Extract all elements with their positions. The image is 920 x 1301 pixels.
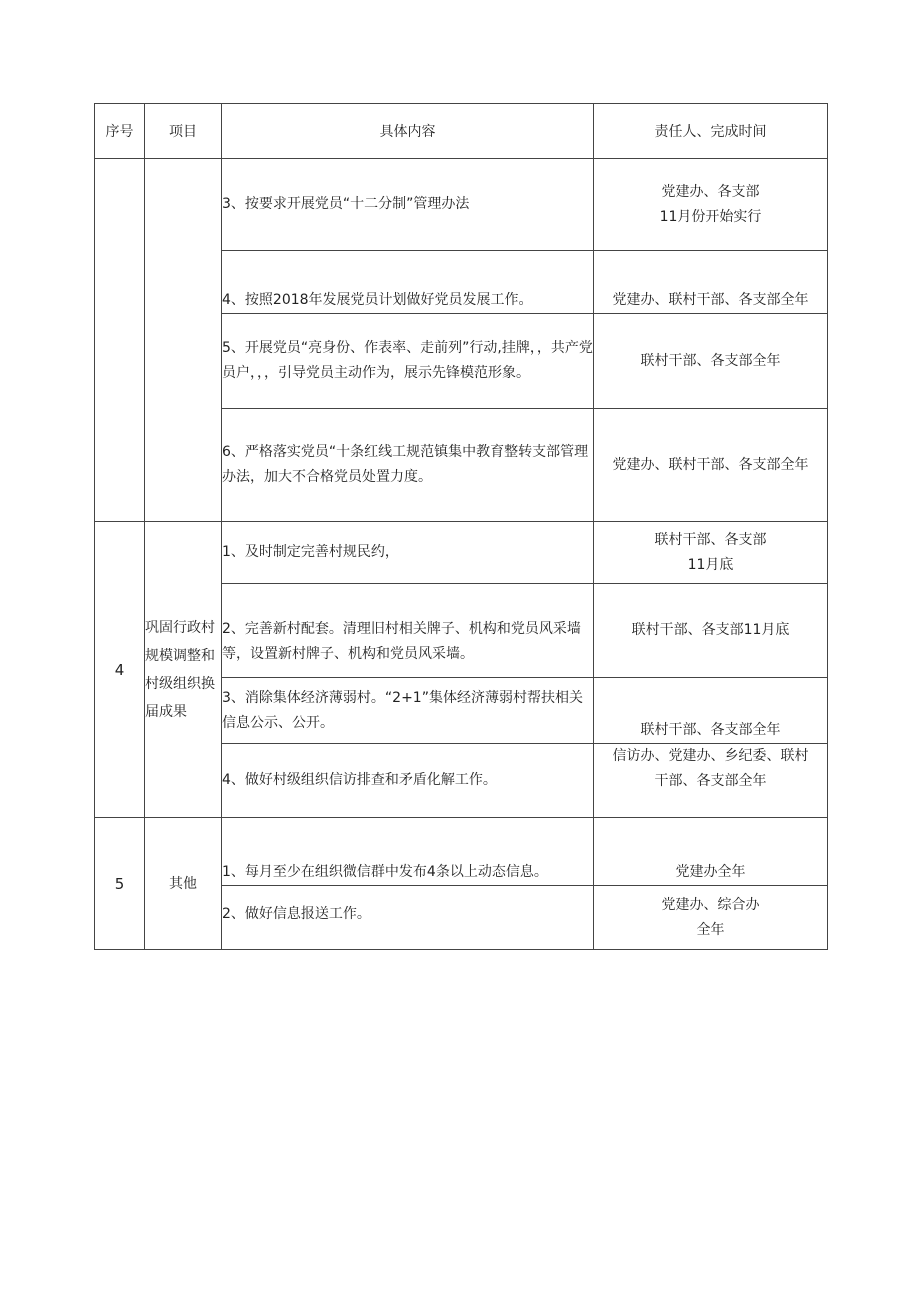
header-no: 序号 [95,104,145,159]
content-cell: 4、按照2018年发展党员计划做好党员发展工作。 [222,251,594,314]
content-cell: 3、消除集体经济薄弱村。“2+1”集体经济薄弱村帮扶相关信息公示、公开。 [222,678,594,744]
responsible-line: 11月份开始实行 [659,208,762,225]
content-cell: 1、及时制定完善村规民约， [222,522,594,584]
content-cell: 5、开展党员“亮身份、作表率、走前列”行动,挂牌，，共产党员户，，，引导党员主动作为，展示先锋模范形象。 [222,314,594,409]
responsible-cell: 联村干部、各支部11月底 [594,584,828,678]
responsible-cell [594,886,828,950]
responsible-line: 11月底 [687,556,734,573]
table-row [95,159,828,251]
responsible-line: 全年 [696,921,725,938]
content-cell: 2、完善新村配套。清理旧村相关牌子、机构和党员风采墙等，设置新村牌子、机构和党员风采墙。 [222,584,594,678]
table-header-row [95,104,828,159]
content-cell: 3、按要求开展党员“十二分制”管理办法 [222,159,594,251]
content-cell: 6、严格落实党员“十条红线工规范镇集中教育整转支部管理办法，加大不合格党员处置力度。 [222,409,594,522]
responsible-line: 党建办、各支部 [661,183,760,200]
project-cell: 其他 [145,818,222,950]
row-number: 4 [95,522,145,818]
responsible-cell [594,744,828,818]
responsible-cell: 党建办全年 [594,818,828,886]
work-plan-table [94,103,828,950]
responsible-line: 党建办、综合办 [661,896,760,913]
header-content: 具体内容 [222,104,594,159]
responsible-cell: 联村干部、各支部全年 [594,678,828,744]
responsible-cell: 党建办、联村干部、各支部全年 [594,409,828,522]
responsible-cell [594,159,828,251]
responsible-line: 信访办、党建办、乡纪委、联村 [612,748,809,764]
project-cell-empty [145,159,222,522]
table-row [95,522,828,584]
header-responsible: 责任人、完成时间 [594,104,828,159]
table-row [95,818,828,886]
responsible-cell: 联村干部、各支部全年 [594,314,828,409]
responsible-line: 干部、各支部全年 [654,773,767,789]
row-number: 5 [95,818,145,950]
header-project: 项目 [145,104,222,159]
responsible-cell: 党建办、联村干部、各支部全年 [594,251,828,314]
content-cell: 2、做好信息报送工作。 [222,886,594,950]
content-cell: 4、做好村级组织信访排查和矛盾化解工作。 [222,744,594,818]
project-cell: 巩固行政村规模调整和村级组织换届成果 [145,522,222,818]
responsible-cell [594,522,828,584]
content-cell: 1、每月至少在组织微信群中发布4条以上动态信息。 [222,818,594,886]
row-number-empty [95,159,145,522]
responsible-line: 联村干部、各支部 [654,531,767,548]
